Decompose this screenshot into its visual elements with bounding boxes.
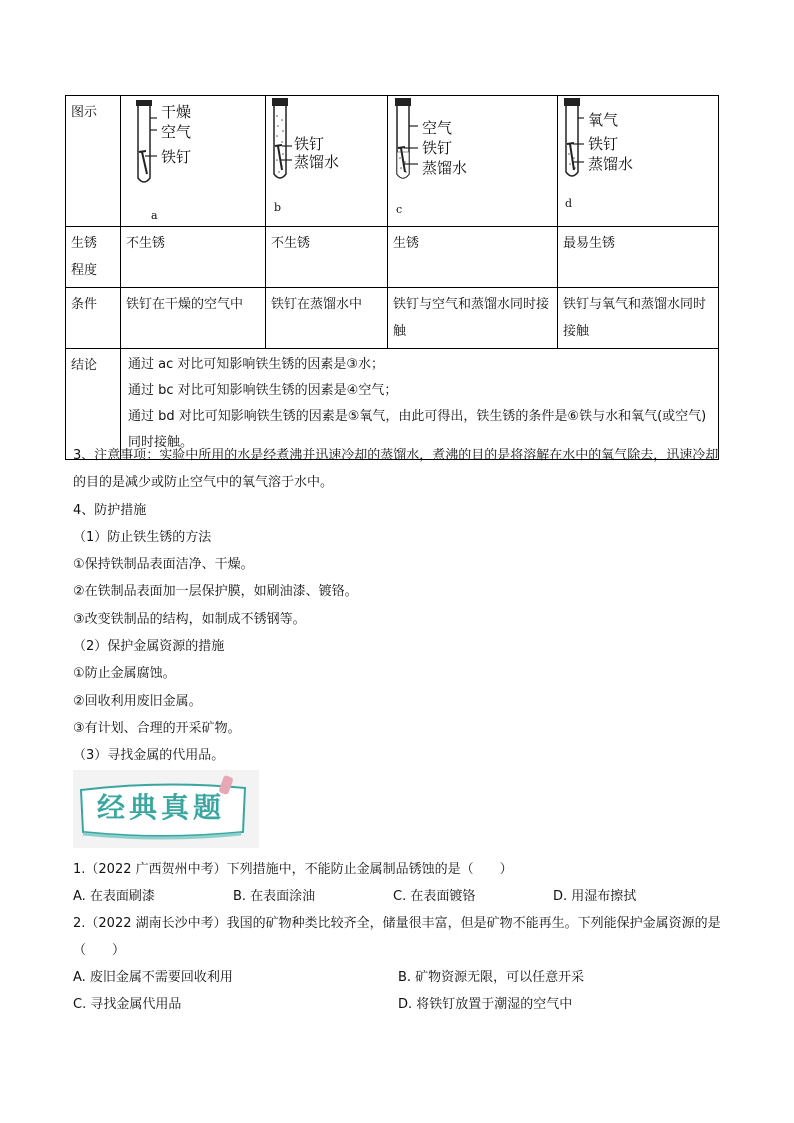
rust-cell: 生锈	[388, 227, 558, 288]
list-item: ②回收利用废旧金属。	[73, 693, 202, 709]
option-c[interactable]: C. 寻找金属代用品	[73, 997, 182, 1012]
question-stem: 1.（2022 广西贺州中考）下列措施中，不能防止金属制品锈蚀的是（ ）	[73, 862, 513, 877]
tube-label: 铁钉	[294, 135, 325, 153]
list-item: ②在铁制品表面加一层保护膜，如刷油漆、镀铬。	[73, 584, 358, 600]
option-a[interactable]: A. 在表面刷漆	[73, 889, 155, 904]
tube-b-cell	[266, 96, 388, 227]
tube-letter: d	[565, 197, 573, 210]
test-tube-c-illustration	[388, 96, 558, 220]
tube-letter: b	[274, 201, 282, 214]
sub-heading: （2）保护金属资源的措施	[73, 639, 225, 655]
tube-d-cell	[558, 96, 719, 227]
row-label-rust: 生锈 程度	[66, 227, 121, 288]
tube-label: 干燥	[161, 103, 192, 121]
sub-heading: （1）防止铁生锈的方法	[73, 529, 212, 545]
list-item: ①保持铁制品表面洁净、干燥。	[73, 557, 254, 573]
tube-a-cell	[121, 96, 266, 227]
condition-cell: 铁钉在干燥的空气中	[121, 288, 266, 349]
row-label-condition: 条件	[66, 288, 121, 349]
banner-title: 经典真题	[97, 791, 226, 824]
list-item: ③改变铁制品的结构，如制成不锈钢等。	[73, 611, 306, 627]
table-row	[66, 96, 719, 227]
tube-label: 铁钉	[588, 135, 619, 153]
question-options	[73, 964, 723, 991]
test-tube-d-illustration	[558, 96, 719, 220]
tube-letter: a	[151, 209, 158, 222]
tube-label: 蒸馏水	[294, 153, 340, 171]
tube-c-cell	[388, 96, 558, 227]
condition-cell: 铁钉在蒸馏水中	[266, 288, 388, 349]
option-d[interactable]: D. 用湿布擦拭	[553, 889, 637, 904]
tube-label: 氧气	[588, 111, 619, 129]
section-banner	[73, 770, 259, 848]
list-item: ③有计划、合理的开采矿物。	[73, 720, 241, 736]
protect-heading: 4、防护措施	[73, 502, 147, 518]
list-item: ①防止金属腐蚀。	[73, 666, 176, 682]
tube-letter: c	[396, 203, 403, 216]
tube-label: 蒸馏水	[422, 159, 468, 177]
question-options	[73, 883, 723, 910]
option-b[interactable]: B. 矿物资源无限，可以任意开采	[398, 970, 585, 985]
conclusion-line: 通过 ac 对比可知影响铁生锈的因素是③水；	[128, 357, 385, 372]
table-row	[66, 227, 719, 288]
rust-cell: 不生锈	[266, 227, 388, 288]
tube-label: 空气	[422, 119, 453, 137]
option-c[interactable]: C. 在表面镀铬	[393, 889, 476, 904]
question-options	[73, 991, 723, 1018]
question-stem: 2.（2022 湖南长沙中考）我国的矿物种类比较齐全，储量很丰富，但是矿物不能再生。下列能保护金属资源的是（ ）	[73, 916, 721, 958]
questions-section	[73, 856, 723, 1018]
tube-label: 铁钉	[161, 148, 192, 166]
tube-label: 空气	[161, 123, 192, 141]
conclusion-line: 通过 bc 对比可知影响铁生锈的因素是④空气；	[128, 383, 398, 398]
condition-cell: 铁钉与空气和蒸馏水同时接触	[388, 288, 558, 349]
option-d[interactable]: D. 将铁钉放置于潮湿的空气中	[398, 997, 573, 1012]
test-tube-a-illustration	[121, 96, 266, 220]
attention-paragraph: 3、注意事项：实验中所用的水是经煮沸并迅速冷却的蒸馏水，煮沸的目的是将溶解在水中的氧气除去，迅速冷却的目的是减少或防止空气中的氧气溶于水中。	[73, 448, 719, 491]
row-label-conclusion: 结论	[66, 349, 121, 460]
option-a[interactable]: A. 废旧金属不需要回收利用	[73, 970, 233, 985]
tube-label: 铁钉	[422, 139, 453, 157]
option-b[interactable]: B. 在表面涂油	[233, 889, 316, 904]
row-label-image: 图示	[66, 96, 121, 227]
rust-cell: 最易生锈	[558, 227, 719, 288]
experiment-table	[65, 95, 719, 460]
table-row	[66, 288, 719, 349]
conclusion-line: 通过 bd 对比可知影响铁生锈的因素是⑤氧气，由此可得出，铁生锈的条件是⑥铁与水和氧气(或空气)同时接触。	[128, 409, 707, 450]
tube-label: 蒸馏水	[588, 155, 634, 173]
notes-section	[73, 442, 723, 770]
rust-cell: 不生锈	[121, 227, 266, 288]
sub-heading: （3）寻找金属的代用品。	[73, 748, 225, 764]
condition-cell: 铁钉与氧气和蒸馏水同时接触	[558, 288, 719, 349]
